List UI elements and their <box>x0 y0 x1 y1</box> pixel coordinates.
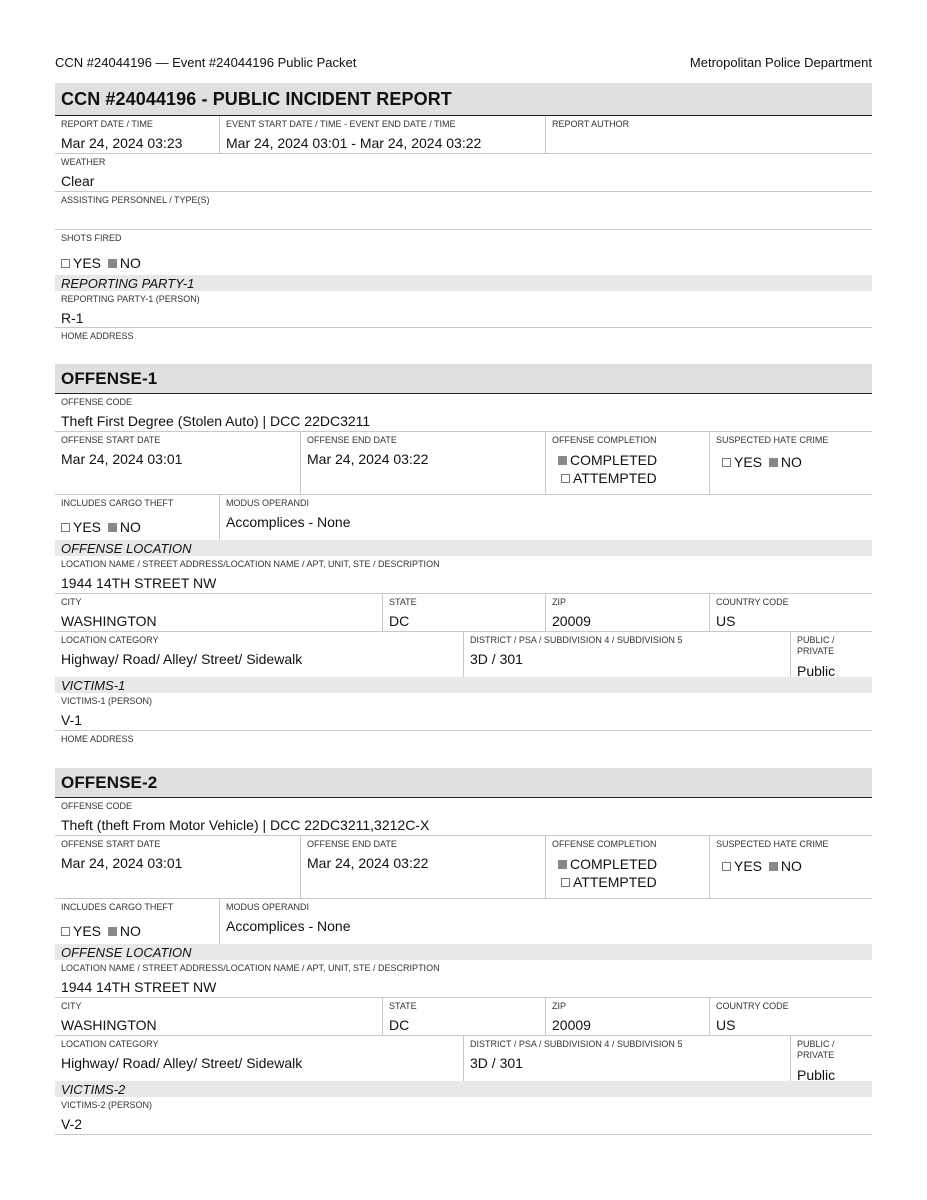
checkbox-checked-icon <box>108 927 117 936</box>
packet-header-left: CCN #24044196 — Event #24044196 Public Packet <box>55 55 357 70</box>
offense-dates-row <box>55 836 872 899</box>
offense-completion-cell <box>545 836 709 898</box>
hate-crime-yes-option[interactable]: YES <box>722 858 762 874</box>
state-cell <box>382 998 545 1035</box>
hate-crime-options <box>716 858 866 874</box>
city-label: CITY <box>61 1001 82 1011</box>
report-date-value: Mar 24, 2024 03:23 <box>61 135 183 151</box>
offense-start-value: Mar 24, 2024 03:01 <box>61 855 183 871</box>
victim-cell <box>55 1097 872 1134</box>
state-label: STATE <box>389 597 417 607</box>
state-cell <box>382 594 545 631</box>
shots-yes-option[interactable]: YES <box>61 255 101 271</box>
victim-home-address-cell <box>55 731 872 768</box>
modus-operandi-value: Accomplices - None <box>226 514 351 530</box>
offense-start-cell <box>55 836 300 898</box>
victim-home-address-row <box>55 731 872 768</box>
incident-report-form <box>55 83 872 1135</box>
victims-header: VICTIMS-2 <box>55 1081 872 1097</box>
offense-title: OFFENSE-1 <box>61 368 158 388</box>
city-label: CITY <box>61 597 82 607</box>
cargo-no-option[interactable]: NO <box>108 923 141 939</box>
victim-value: V-1 <box>61 712 83 728</box>
city-cell <box>55 998 382 1035</box>
reporting-party-header: REPORTING PARTY-1 <box>55 275 872 291</box>
offense-code-value: Theft First Degree (Stolen Auto) | DCC 22DC3211 <box>61 413 371 429</box>
cargo-theft-label: INCLUDES CARGO THEFT <box>61 902 174 912</box>
cargo-modus-row <box>55 899 872 944</box>
location-category-label: LOCATION CATEGORY <box>61 635 159 645</box>
offense-completion-label: OFFENSE COMPLETION <box>552 435 657 445</box>
offense-location-header: OFFENSE LOCATION <box>55 944 872 960</box>
checkbox-unchecked-icon <box>561 878 570 887</box>
checkbox-unchecked-icon <box>722 458 731 467</box>
checkbox-checked-icon <box>769 862 778 871</box>
cargo-theft-options <box>61 519 213 535</box>
reporting-home-address-cell <box>55 328 872 364</box>
reporting-party-row <box>55 291 872 328</box>
checkbox-unchecked-icon <box>561 474 570 483</box>
checkbox-unchecked-icon <box>61 927 70 936</box>
report-author-cell <box>545 116 872 153</box>
shots-fired-options <box>61 255 866 271</box>
location-name-value: 1944 14TH STREET NW <box>61 575 217 591</box>
shots-fired-row <box>55 230 872 275</box>
modus-operandi-label: MODUS OPERANDI <box>226 902 310 912</box>
cargo-theft-cell <box>55 495 219 540</box>
location-name-row <box>55 556 872 594</box>
offense-end-value: Mar 24, 2024 03:22 <box>307 855 429 871</box>
offense-code-cell <box>55 394 872 431</box>
attempted-option[interactable]: ATTEMPTED <box>561 470 703 486</box>
public-private-label: PUBLIC / PRIVATE <box>797 1039 835 1060</box>
victim-row <box>55 693 872 731</box>
offense-code-label: OFFENSE CODE <box>61 397 133 407</box>
district-label: DISTRICT / PSA / SUBDIVISION 4 / SUBDIVISION 5 <box>470 635 683 645</box>
zip-cell <box>545 998 709 1035</box>
location-name-label: LOCATION NAME / STREET ADDRESS/LOCATION NAME / APT, UNIT, STE / DESCRIPTION <box>61 559 440 569</box>
shots-no-option[interactable]: NO <box>108 255 141 271</box>
victim-value: V-2 <box>61 1116 83 1132</box>
location-category-cell <box>55 1036 463 1081</box>
modus-operandi-cell <box>219 495 872 540</box>
assisting-row <box>55 192 872 230</box>
checkbox-checked-icon <box>108 259 117 268</box>
country-label: COUNTRY CODE <box>716 597 789 607</box>
zip-value: 20009 <box>552 613 591 629</box>
completion-options <box>552 452 703 486</box>
location-category-label: LOCATION CATEGORY <box>61 1039 159 1049</box>
district-cell <box>463 632 790 677</box>
report-dates-row <box>55 116 872 154</box>
district-label: DISTRICT / PSA / SUBDIVISION 4 / SUBDIVISION 5 <box>470 1039 683 1049</box>
weather-label: WEATHER <box>61 157 106 167</box>
location-category-cell <box>55 632 463 677</box>
offense-end-cell <box>300 836 545 898</box>
country-label: COUNTRY CODE <box>716 1001 789 1011</box>
district-value: 3D / 301 <box>470 1055 523 1071</box>
victim-cell <box>55 693 872 730</box>
report-title-bar <box>55 83 872 116</box>
district-cell <box>463 1036 790 1081</box>
home-address-label: HOME ADDRESS <box>61 331 134 341</box>
checkbox-unchecked-icon <box>61 523 70 532</box>
report-date-label: REPORT DATE / TIME <box>61 119 153 129</box>
offense-end-label: OFFENSE END DATE <box>307 435 397 445</box>
location-name-cell <box>55 556 872 593</box>
event-range-cell <box>219 116 545 153</box>
category-district-row <box>55 1036 872 1081</box>
offense-completion-label: OFFENSE COMPLETION <box>552 839 657 849</box>
cargo-theft-cell <box>55 899 219 944</box>
completed-option[interactable]: COMPLETED <box>558 856 703 872</box>
zip-value: 20009 <box>552 1017 591 1033</box>
location-name-value: 1944 14TH STREET NW <box>61 979 217 995</box>
victim-row <box>55 1097 872 1135</box>
offense-start-label: OFFENSE START DATE <box>61 435 161 445</box>
home-address-label: HOME ADDRESS <box>61 734 134 744</box>
cargo-modus-row <box>55 495 872 540</box>
reporting-party-label: REPORTING PARTY-1 (PERSON) <box>61 294 200 304</box>
offense-dates-row <box>55 432 872 495</box>
cargo-theft-options <box>61 923 213 939</box>
offense-code-row <box>55 798 872 836</box>
offense-end-label: OFFENSE END DATE <box>307 839 397 849</box>
hate-crime-options <box>716 454 866 470</box>
public-private-label: PUBLIC / PRIVATE <box>797 635 835 656</box>
victim-label: VICTIMS-1 (PERSON) <box>61 696 153 706</box>
location-category-value: Highway/ Road/ Alley/ Street/ Sidewalk <box>61 1055 303 1071</box>
category-district-row <box>55 632 872 677</box>
checkbox-unchecked-icon <box>61 259 70 268</box>
completed-option[interactable]: COMPLETED <box>558 452 703 468</box>
location-category-value: Highway/ Road/ Alley/ Street/ Sidewalk <box>61 651 303 667</box>
zip-label: ZIP <box>552 597 567 607</box>
offense-title: OFFENSE-2 <box>61 772 158 792</box>
cargo-yes-option[interactable]: YES <box>61 923 101 939</box>
public-private-cell <box>790 1036 872 1081</box>
hate-crime-label: SUSPECTED HATE CRIME <box>716 435 829 445</box>
reporting-home-address-row <box>55 328 872 364</box>
victim-label: VICTIMS-2 (PERSON) <box>61 1100 153 1110</box>
hate-crime-label: SUSPECTED HATE CRIME <box>716 839 829 849</box>
checkbox-checked-icon <box>769 458 778 467</box>
city-state-row <box>55 594 872 632</box>
report-title: CCN #24044196 - PUBLIC INCIDENT REPORT <box>61 88 452 109</box>
hate-crime-cell <box>709 836 872 898</box>
location-name-cell <box>55 960 872 997</box>
offense-completion-cell <box>545 432 709 494</box>
completion-options <box>552 856 703 890</box>
location-name-label: LOCATION NAME / STREET ADDRESS/LOCATION NAME / APT, UNIT, STE / DESCRIPTION <box>61 963 440 973</box>
city-value: WASHINGTON <box>61 1017 157 1033</box>
offense-code-cell <box>55 798 872 835</box>
state-value: DC <box>389 613 410 629</box>
weather-cell <box>55 154 872 191</box>
zip-label: ZIP <box>552 1001 567 1011</box>
hate-crime-no-option[interactable]: NO <box>769 858 802 874</box>
offense-2-title-bar <box>55 768 872 798</box>
checkbox-checked-icon <box>558 456 567 465</box>
weather-row <box>55 154 872 192</box>
reporting-party-value: R-1 <box>61 310 84 326</box>
city-value: WASHINGTON <box>61 613 157 629</box>
offense-start-value: Mar 24, 2024 03:01 <box>61 451 183 467</box>
report-author-label: REPORT AUTHOR <box>552 119 630 129</box>
victims-header: VICTIMS-1 <box>55 677 872 693</box>
public-private-cell <box>790 632 872 677</box>
checkbox-checked-icon <box>558 860 567 869</box>
offense-code-label: OFFENSE CODE <box>61 801 133 811</box>
offense-1-title-bar <box>55 364 872 394</box>
cargo-theft-label: INCLUDES CARGO THEFT <box>61 498 174 508</box>
weather-value: Clear <box>61 173 95 189</box>
hate-crime-yes-option[interactable]: YES <box>722 454 762 470</box>
offense-code-row <box>55 394 872 432</box>
state-label: STATE <box>389 1001 417 1011</box>
country-cell <box>709 998 872 1035</box>
hate-crime-cell <box>709 432 872 494</box>
city-state-row <box>55 998 872 1036</box>
hate-crime-no-option[interactable]: NO <box>769 454 802 470</box>
cargo-no-option[interactable]: NO <box>108 519 141 535</box>
assisting-cell <box>55 192 872 229</box>
offense-end-value: Mar 24, 2024 03:22 <box>307 451 429 467</box>
offense-code-value: Theft (theft From Motor Vehicle) | DCC 22DC3211,3212C-X <box>61 817 430 833</box>
public-private-value: Public <box>797 1067 836 1083</box>
offense-start-cell <box>55 432 300 494</box>
district-value: 3D / 301 <box>470 651 523 667</box>
city-cell <box>55 594 382 631</box>
report-date-cell <box>55 116 219 153</box>
packet-header-right: Metropolitan Police Department <box>689 55 872 70</box>
checkbox-unchecked-icon <box>722 862 731 871</box>
zip-cell <box>545 594 709 631</box>
offense-start-label: OFFENSE START DATE <box>61 839 161 849</box>
shots-fired-label: SHOTS FIRED <box>61 233 122 243</box>
offense-location-header: OFFENSE LOCATION <box>55 540 872 556</box>
assisting-label: ASSISTING PERSONNEL / TYPE(S) <box>61 195 210 205</box>
country-cell <box>709 594 872 631</box>
location-name-row <box>55 960 872 998</box>
country-value: US <box>716 613 736 629</box>
offense-end-cell <box>300 432 545 494</box>
country-value: US <box>716 1017 736 1033</box>
modus-operandi-value: Accomplices - None <box>226 918 351 934</box>
event-range-label: EVENT START DATE / TIME - EVENT END DATE / TIME <box>226 119 456 129</box>
checkbox-checked-icon <box>108 523 117 532</box>
modus-operandi-label: MODUS OPERANDI <box>226 498 310 508</box>
reporting-party-cell <box>55 291 872 327</box>
modus-operandi-cell <box>219 899 872 944</box>
state-value: DC <box>389 1017 410 1033</box>
attempted-option[interactable]: ATTEMPTED <box>561 874 703 890</box>
cargo-yes-option[interactable]: YES <box>61 519 101 535</box>
shots-fired-cell <box>55 230 872 275</box>
event-range-value: Mar 24, 2024 03:01 - Mar 24, 2024 03:22 <box>226 135 482 151</box>
public-private-value: Public <box>797 663 836 679</box>
